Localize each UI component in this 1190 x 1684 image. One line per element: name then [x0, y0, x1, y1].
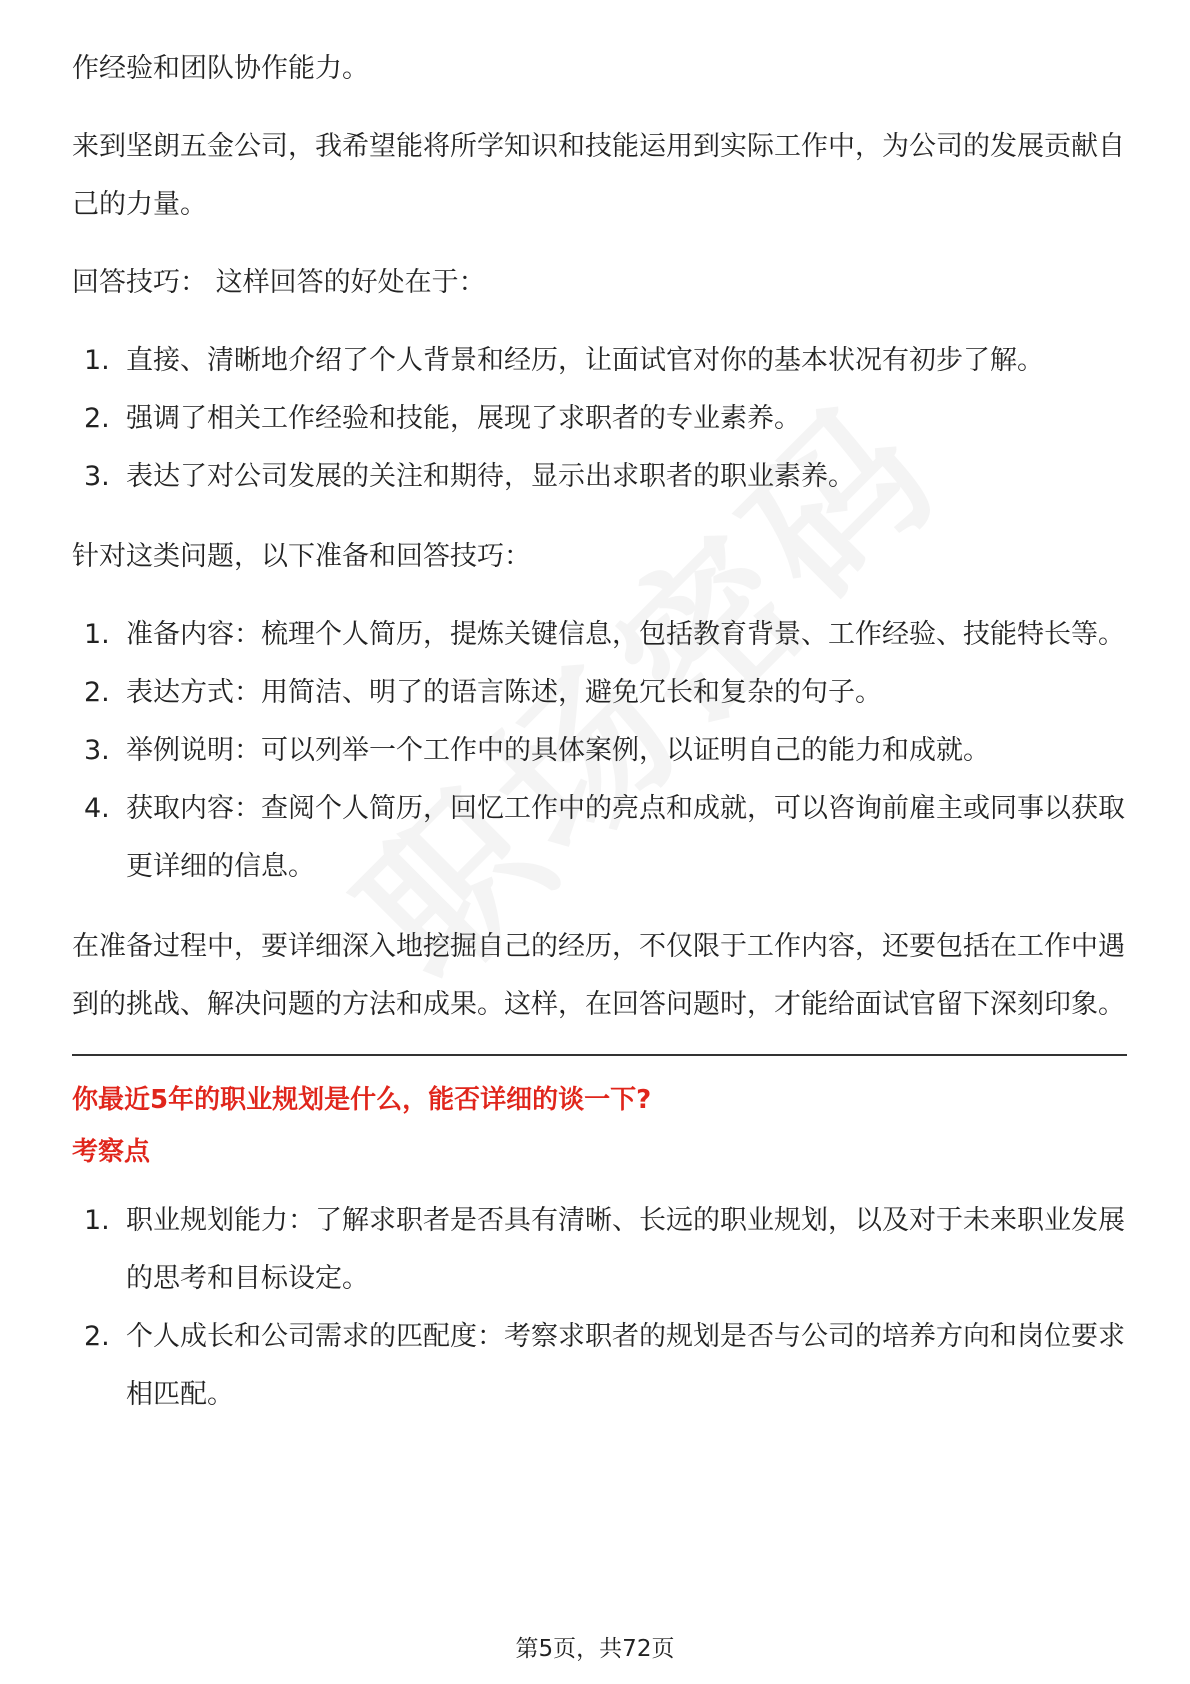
list-item: 2. 个人成长和公司需求的匹配度：考察求职者的规划是否与公司的培养方向和岗位要求相匹配。 — [84, 1321, 1125, 1410]
list-item: 1. 准备内容：梳理个人简历，提炼关键信息，包括教育背景、工作经验、技能特长等。 — [84, 619, 1125, 650]
page-number: 第5页，共72页 — [515, 1636, 675, 1662]
list-item: 1. 职业规划能力：了解求职者是否具有清晰、长远的职业规划，以及对于未来职业发展的思考和目标设定。 — [84, 1205, 1125, 1294]
assessment-points-list — [72, 1192, 1127, 1424]
paragraph-company-goal: 来到坚朗五金公司，我希望能将所学知识和技能运用到实际工作中，为公司的发展贡献自己的力量。 — [72, 131, 1125, 220]
prep-tips-list — [72, 606, 1127, 896]
section-divider — [72, 1054, 1127, 1056]
assessment-points-label: 考察点 — [72, 1137, 151, 1167]
list-item: 3. 举例说明：可以列举一个工作中的具体案例，以证明自己的能力和成就。 — [84, 735, 990, 766]
benefits-list — [72, 332, 1127, 506]
list-item: 2. 强调了相关工作经验和技能，展现了求职者的专业素养。 — [84, 403, 801, 434]
list-item: 2. 表达方式：用简洁、明了的语言陈述，避免冗长和复杂的句子。 — [84, 677, 882, 708]
list-item: 3. 表达了对公司发展的关注和期待，显示出求职者的职业素养。 — [84, 461, 855, 492]
paragraph-continuation: 作经验和团队协作能力。 — [72, 53, 369, 84]
question-title: 你最近5年的职业规划是什么，能否详细的谈一下? — [72, 1085, 652, 1115]
paragraph-prep-summary: 在准备过程中，要详细深入地挖掘自己的经历，不仅限于工作内容，还要包括在工作中遇到的挑战、解决问题的方法和成果。这样，在回答问题时，才能给面试官留下深刻印象。 — [72, 931, 1125, 1020]
list-item: 4. 获取内容：查阅个人简历，回忆工作中的亮点和成就，可以咨询前雇主或同事以获取更详细的信息。 — [84, 793, 1125, 882]
document-page — [72, 40, 1127, 1446]
paragraph-prep-intro: 针对这类问题，以下准备和回答技巧： — [72, 541, 531, 572]
list-item: 1. 直接、清晰地介绍了个人背景和经历，让面试官对你的基本状况有初步了解。 — [84, 345, 1044, 376]
paragraph-answer-tips: 回答技巧： 这样回答的好处在于： — [72, 267, 486, 298]
